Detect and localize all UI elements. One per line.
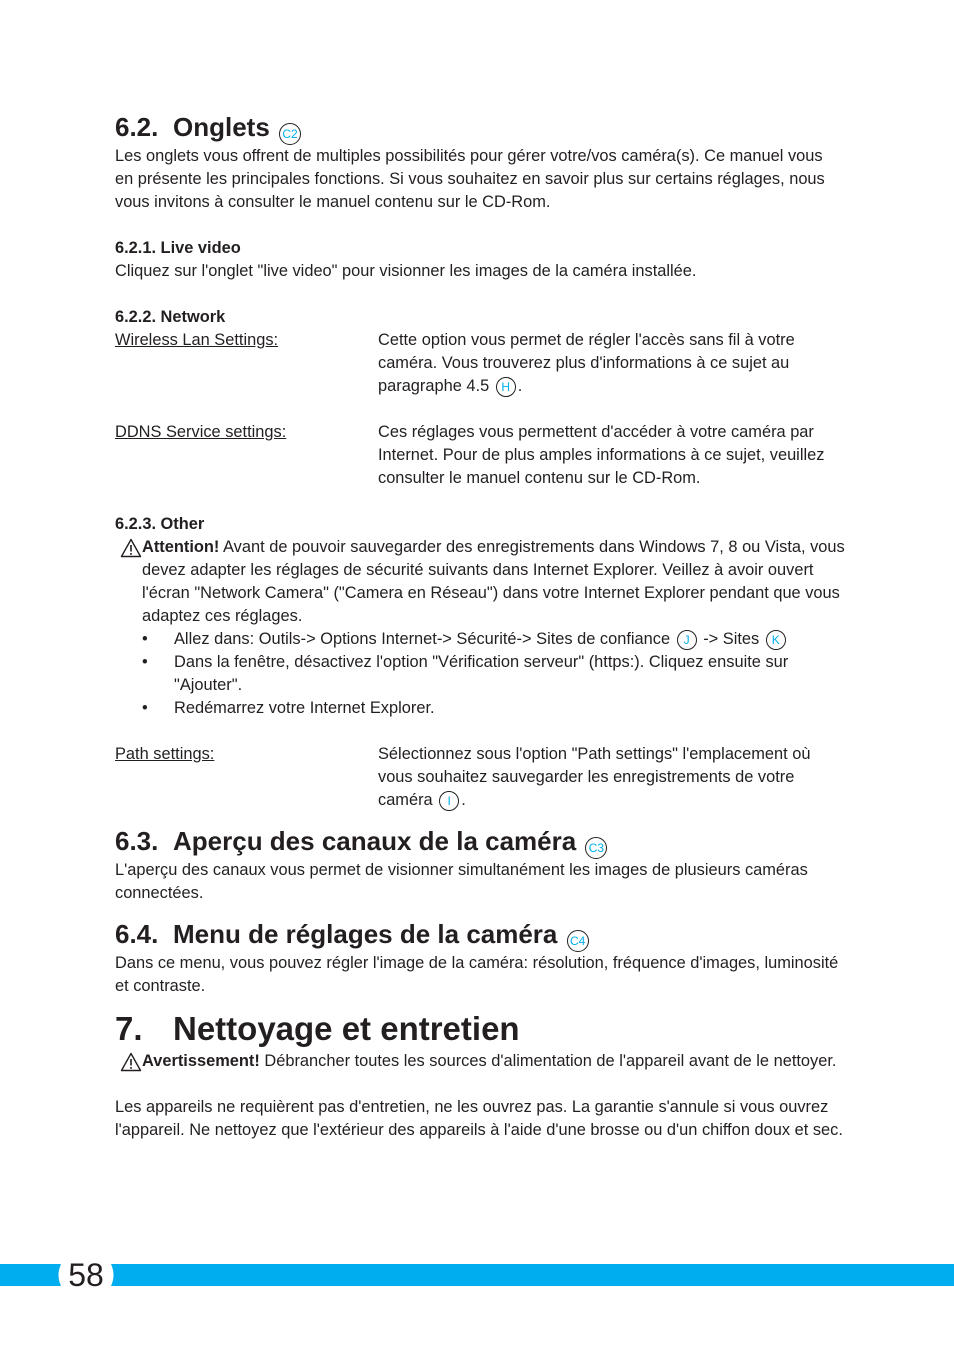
list-item-text: -> Sites: [703, 630, 760, 648]
list-item-text: Allez dans: Outils-> Options Internet-> Sécurité-> Sites de confiance: [174, 630, 671, 648]
bullet: •: [142, 653, 148, 671]
heading-6-2: [115, 110, 845, 145]
bullet: •: [142, 630, 148, 648]
paragraph-maintenance: Les appareils ne requièrent pas d'entretien, ne les ouvrez pas. La garantie s'annule si vous ouvrez l'appareil. Ne nettoyez que l'extérieur des appareils à l'aide d'une brosse ou d'un chiffon doux et sec.: [115, 1098, 843, 1139]
heading-6-2-2: 6.2.2. Network: [115, 308, 226, 326]
bullet: •: [142, 699, 148, 717]
page-content: [115, 110, 845, 1142]
heading-6-2-3: 6.2.3. Other: [115, 515, 205, 533]
wireless-settings-row: [115, 329, 845, 398]
footer-bracket-right: [111, 1264, 117, 1286]
heading-7: [115, 1008, 845, 1050]
attention-body: Avant de pouvoir sauvegarder des enregistrements dans Windows 7, 8 ou Vista, vous devez adapter les réglages de sécurité suivants dans Internet Explorer. Veillez à avoir ouvert l'écran "Network Camera" ("Camera en Réseau") dans votre Internet Explorer pendant que vous adaptez ces réglages.: [142, 538, 845, 625]
list-item-text: Dans la fenêtre, désactivez l'option "Vérification serveur" (https:). Cliquez ensuite sur "Ajouter".: [174, 653, 789, 694]
attention-block: [115, 536, 845, 720]
section-title: Aperçu des canaux de la caméra: [173, 826, 577, 856]
section-title: Menu de réglages de la caméra: [173, 919, 558, 949]
path-settings-text: [378, 743, 845, 812]
figure-ref-c4-icon: C4: [567, 930, 589, 952]
warning-icon: [115, 536, 142, 720]
figure-ref-j-icon: J: [677, 630, 697, 650]
warning-label: Avertissement!: [142, 1052, 260, 1070]
figure-ref-k-icon: K: [766, 630, 786, 650]
warning-body: Débrancher toutes les sources d'alimentation de l'appareil avant de le nettoyer.: [259, 1052, 837, 1070]
warning-block: [115, 1050, 845, 1073]
list-item: [142, 651, 845, 697]
footer-bar-right: [117, 1264, 954, 1286]
period: .: [461, 791, 466, 809]
heading-6-2-1: 6.2.1. Live video: [115, 239, 241, 257]
section-number: 6.2.: [115, 112, 159, 142]
path-settings-desc: Sélectionnez sous l'option "Path settings" l'emplacement où vous souhaitez sauvegarder les enregistrements de votre caméra: [378, 745, 811, 809]
path-settings-row: [115, 743, 845, 812]
ddns-settings-text: Ces réglages vous permettent d'accéder à votre caméra par Internet. Pour de plus amples informations à ce sujet, veuillez consulter le manuel contenu sur le CD-Rom.: [378, 423, 825, 487]
attention-label: Attention!: [142, 538, 220, 556]
figure-ref-c2-icon: C2: [279, 123, 301, 145]
figure-ref-i-icon: I: [439, 791, 459, 811]
section-number: 6.3.: [115, 826, 159, 856]
instruction-list: [142, 628, 845, 720]
figure-ref-c3-icon: C3: [585, 837, 607, 859]
figure-ref-h-icon: H: [496, 377, 516, 397]
section-number: 6.4.: [115, 919, 159, 949]
ddns-settings-row: [115, 421, 845, 490]
heading-6-3: [115, 824, 845, 859]
list-item: [142, 697, 845, 720]
wireless-settings-desc: Cette option vous permet de régler l'accès sans fil à votre caméra. Vous trouverez plus d'informations à ce sujet au paragraphe 4.5: [378, 331, 795, 395]
paragraph-onglets: Les onglets vous offrent de multiples possibilités pour gérer votre/vos caméra(s). Ce manuel vous en présente les principales fonctions. Si vous souhaitez en savoir plus sur certains réglages, nous vous invitons à consulter le manuel contenu sur le CD-Rom.: [115, 147, 825, 211]
path-settings-label: Path settings:: [115, 745, 215, 763]
footer-bar-left: [0, 1264, 55, 1286]
paragraph-live-video: Cliquez sur l'onglet "live video" pour visionner les images de la caméra installée.: [115, 262, 697, 280]
ddns-settings-label: DDNS Service settings:: [115, 423, 287, 441]
page-number: 58: [68, 1257, 104, 1293]
list-item: [142, 628, 845, 651]
paragraph-camera-settings: Dans ce menu, vous pouvez régler l'image de la caméra: résolution, fréquence d'images, luminosité et contraste.: [115, 954, 839, 995]
paragraph-channels: L'aperçu des canaux vous permet de visionner simultanément les images de plusieurs caméras connectées.: [115, 861, 808, 902]
attention-text: [142, 536, 845, 720]
wireless-settings-label: Wireless Lan Settings:: [115, 331, 279, 349]
warning-text: [142, 1050, 845, 1073]
warning-icon: [115, 1050, 142, 1073]
section-title: Onglets: [173, 112, 270, 142]
heading-6-4: [115, 917, 845, 952]
section-number: 7.: [115, 1010, 143, 1047]
wireless-settings-text: [378, 329, 845, 398]
list-item-text: Redémarrez votre Internet Explorer.: [174, 699, 435, 717]
period: .: [517, 377, 523, 395]
section-title: Nettoyage et entretien: [173, 1010, 520, 1047]
